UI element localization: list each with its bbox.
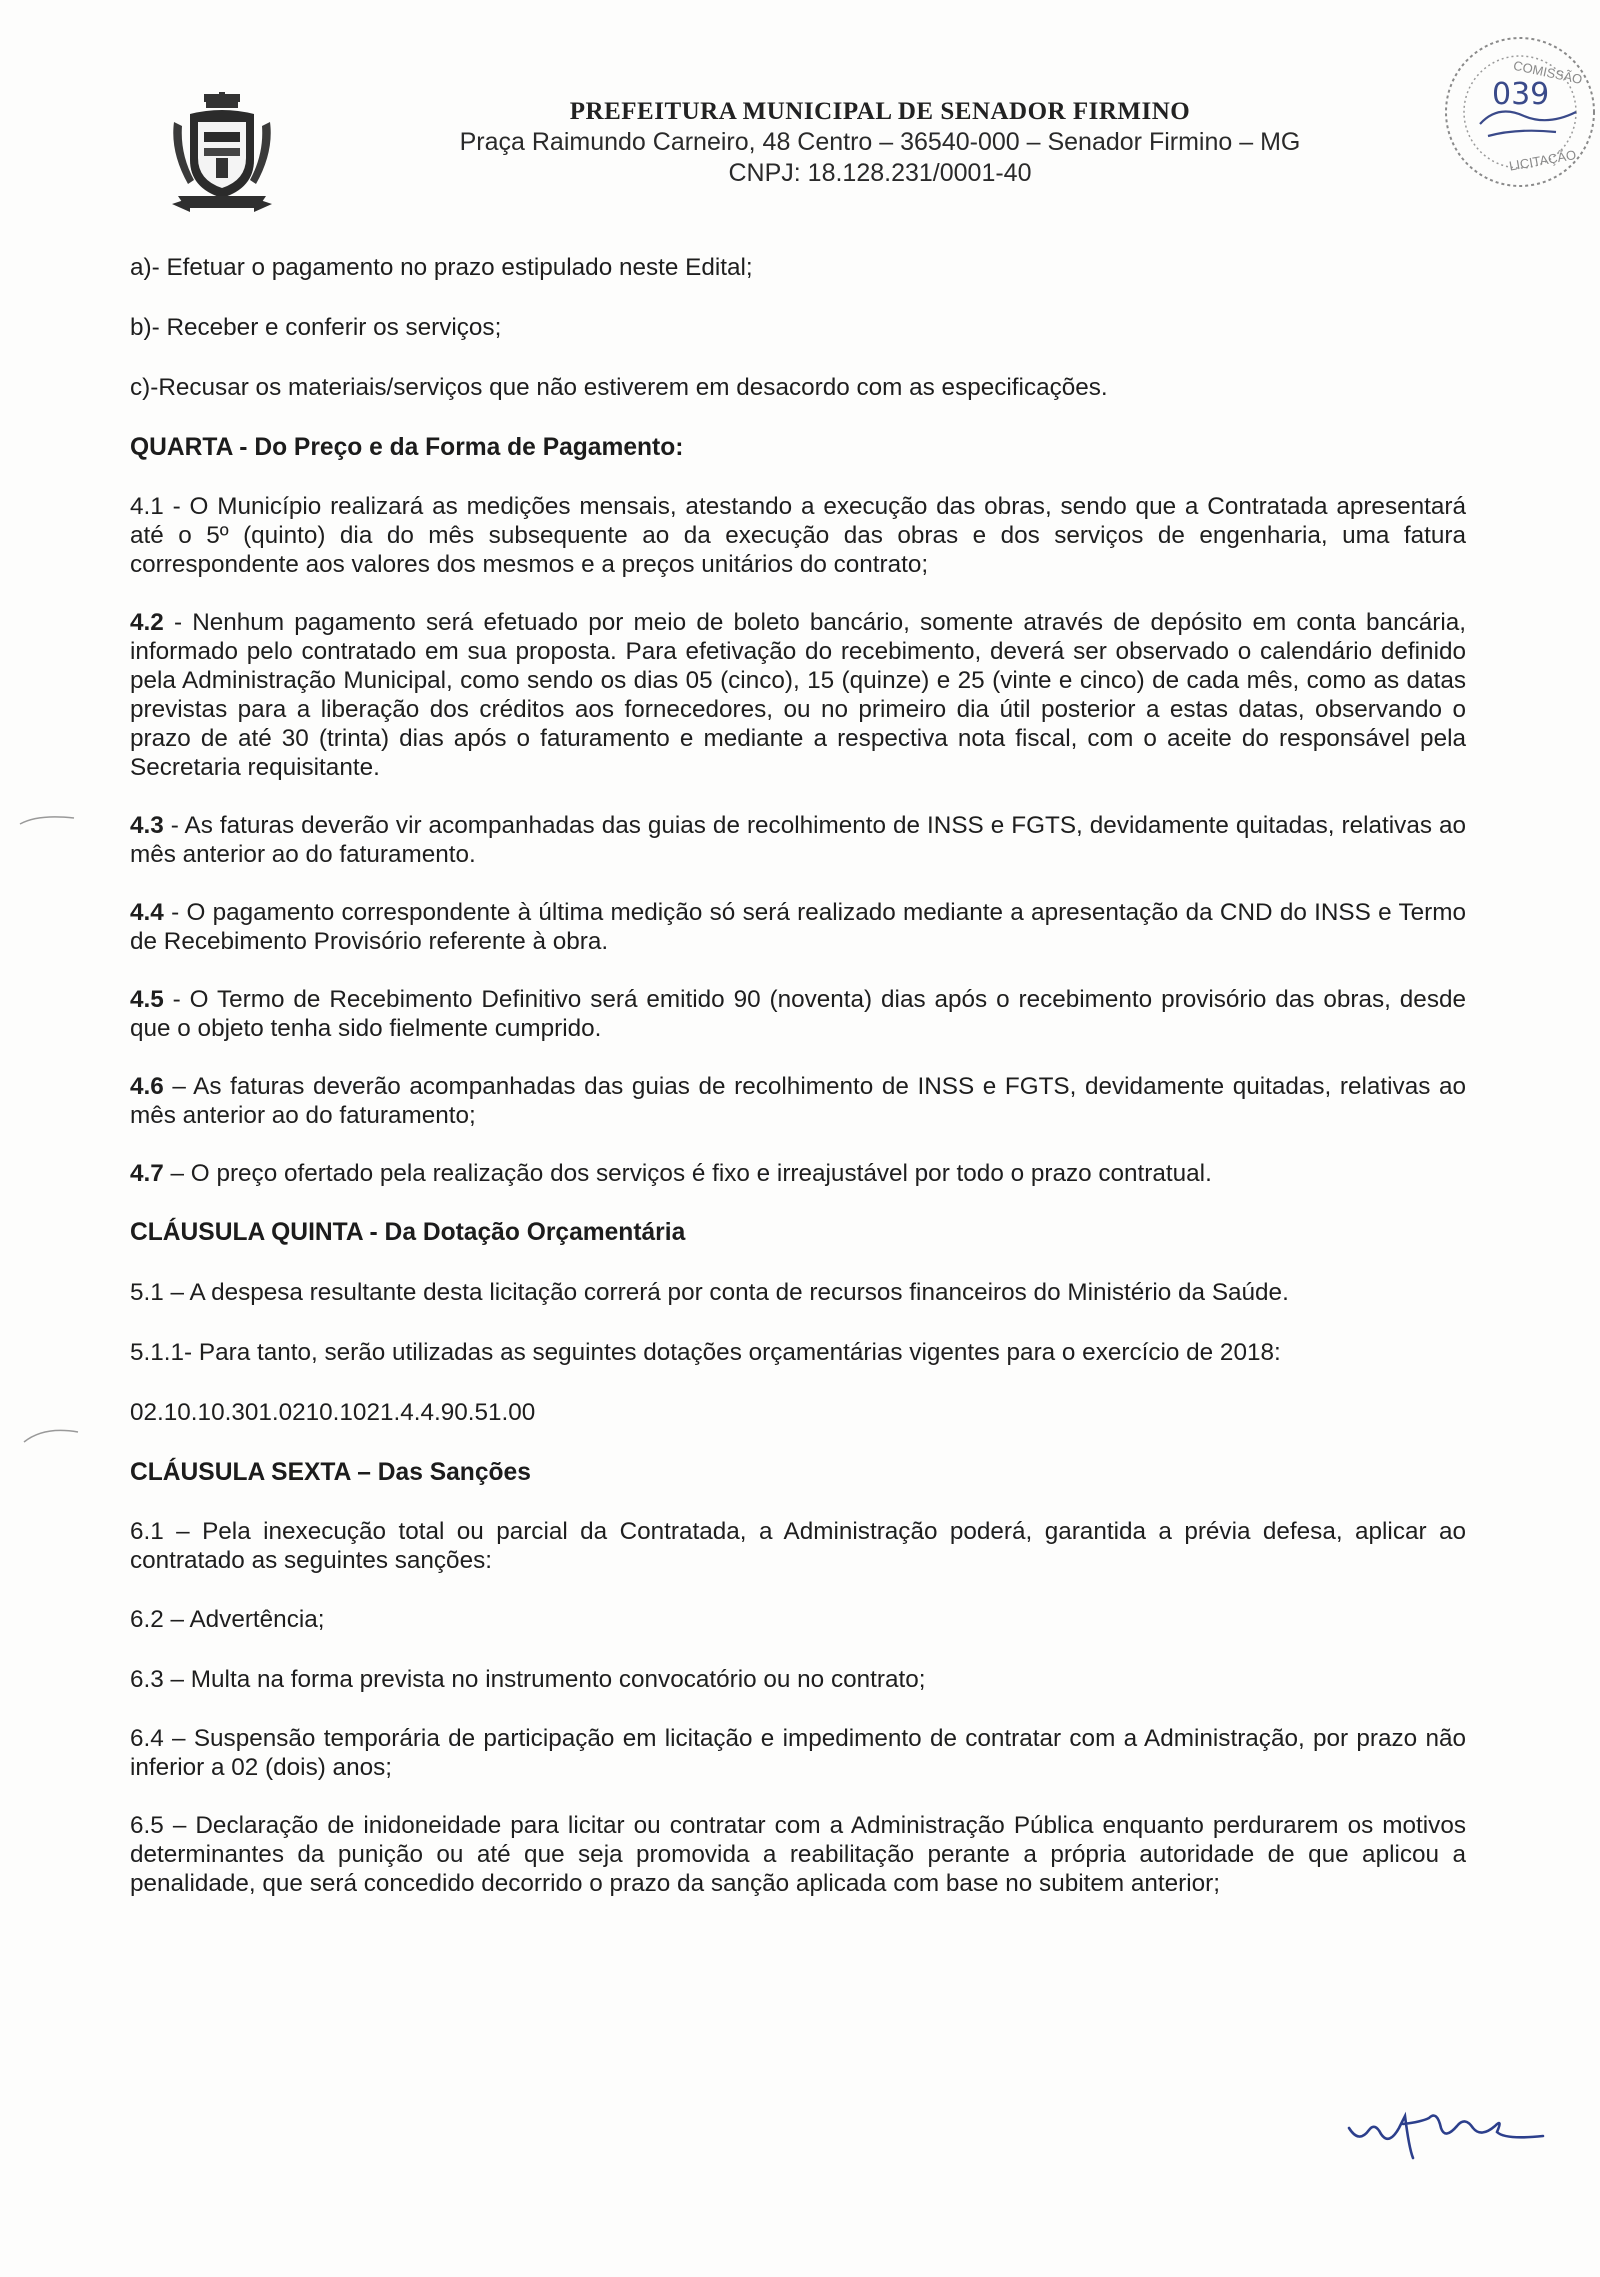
organization-cnpj: CNPJ: 18.128.231/0001-40 [728,159,1032,187]
clause-number: 4.4 [130,899,164,926]
clause-4-6 [130,1072,1466,1130]
section-heading-quarta: QUARTA - Do Preço e da Forma de Pagamento: [130,434,684,461]
obligation-item-b: b)- Receber e conferir os serviços; [130,314,502,341]
heading-part: – Das Sanções [350,1459,531,1486]
clause-6-2: 6.2 – Advertência; [130,1606,325,1633]
clause-text: - As faturas deverão vir acompanhadas das guias de recolhimento de INSS e FGTS, devidamente quitadas, relativas ao mês anterior ao do faturamento. [130,812,1466,868]
obligation-item-a: a)- Efetuar o pagamento no prazo estipulado neste Edital; [130,254,753,281]
clause-4-3 [130,811,1466,869]
clause-4-5 [130,985,1466,1043]
clause-6-4: 6.4 – Suspensão temporária de participação em licitação e impedimento de contratar com a Administração, por prazo não inferior a 02 (dois) anos; [130,1725,1466,1781]
clause-4-2 [130,608,1466,782]
commission-page-stamp [1428,20,1598,190]
clause-4-7 [130,1159,1466,1188]
heading-part: CLÁUSULA SEXTA [130,1459,351,1486]
section-heading-quinta: CLÁUSULA QUINTA - Da Dotação Orçamentária [130,1219,686,1246]
margin-mark [22,1422,82,1446]
municipal-coat-of-arms [168,92,276,214]
stamp-page-number: 039 [1492,77,1550,112]
clause-4-4 [130,898,1466,956]
clause-6-3: 6.3 – Multa na forma prevista no instrumento convocatório ou no contrato; [130,1666,926,1693]
clause-number: 4.5 [130,986,164,1013]
document-body [130,252,1466,1927]
handwritten-signature [1345,2088,1555,2163]
section-heading-sexta [130,1457,1466,1488]
margin-mark [18,810,78,830]
stamp-bottom-text: LICITAÇÃO [1507,147,1578,174]
letterhead [360,96,1400,189]
clause-5-1: 5.1 – A despesa resultante desta licitação correrá por conta de recursos financeiros do Ministério da Saúde. [130,1279,1289,1306]
clause-text: - O Termo de Recebimento Definitivo será emitido 90 (noventa) dias após o recebimento provisório das obras, desde que o objeto tenha sido fielmente cumprido. [130,986,1466,1042]
clause-text: – As faturas deverão acompanhadas das guias de recolhimento de INSS e FGTS, devidamente quitadas, relativas ao mês anterior ao do faturamento; [130,1073,1466,1129]
clause-4-1: 4.1 - O Município realizará as medições mensais, atestando a execução das obras, sendo que a Contratada apresentará até o 5º (quinto) dia do mês subsequente ao da execução das obras e dos serviços de engenharia, uma fatura correspondente aos valores dos mesmos e a preços unitários do contrato; [130,493,1466,578]
clause-number: 4.7 [130,1160,164,1187]
clause-number: 4.2 [130,609,164,636]
budget-allocation-code: 02.10.10.301.0210.1021.4.4.90.51.00 [130,1399,536,1426]
clause-text: - O pagamento correspondente à última medição só será realizado mediante a apresentação da CND do INSS e Termo de Recebimento Provisório referente à obra. [130,899,1466,955]
clause-number: 4.3 [130,812,164,839]
stamp-top-text: COMISSÃO [1512,57,1584,88]
organization-address: Praça Raimundo Carneiro, 48 Centro – 36540-000 – Senador Firmino – MG [459,128,1301,156]
clause-5-1-1: 5.1.1- Para tanto, serão utilizadas as seguintes dotações orçamentárias vigentes para o exercício de 2018: [130,1339,1281,1366]
clause-text: – O preço ofertado pela realização dos serviços é fixo e irreajustável por todo o prazo contratual. [163,1160,1212,1187]
obligation-item-c: c)-Recusar os materiais/serviços que não estiverem em desacordo com as especificações. [130,374,1108,401]
clause-text: - Nenhum pagamento será efetuado por meio de boleto bancário, somente através de depósito em conta bancária, informado pelo contratado em sua proposta. Para efetivação do recebimento, deverá ser observado o calendário definido pela Administração Municipal, como sendo os dias 05 (cinco), 15 (quinze) e 25 (vinte e cinco) de cada mês, como as datas previstas para a liberação dos créditos aos fornecedores, ou no primeiro dia útil posterior a estas datas, observando o prazo de até 30 (trinta) dias após o faturamento e mediante a respectiva nota fiscal, com o aceite do responsável pela Secretaria requisitante. [130,609,1466,781]
clause-6-5: 6.5 – Declaração de inidoneidade para licitar ou contratar com a Administração Pública enquanto perdurarem os motivos determinantes da punição ou até que seja promovida a reabilitação perante a própria autoridade de que aplicou a penalidade, que será concedido decorrido o prazo da sanção aplicada com base no subitem anterior; [130,1812,1466,1897]
organization-name: PREFEITURA MUNICIPAL DE SENADOR FIRMINO [569,98,1191,125]
clause-6-1: 6.1 – Pela inexecução total ou parcial da Contratada, a Administração poderá, garantida a prévia defesa, aplicar ao contratado as seguintes sanções: [130,1518,1466,1574]
clause-number: 4.6 [130,1073,164,1100]
